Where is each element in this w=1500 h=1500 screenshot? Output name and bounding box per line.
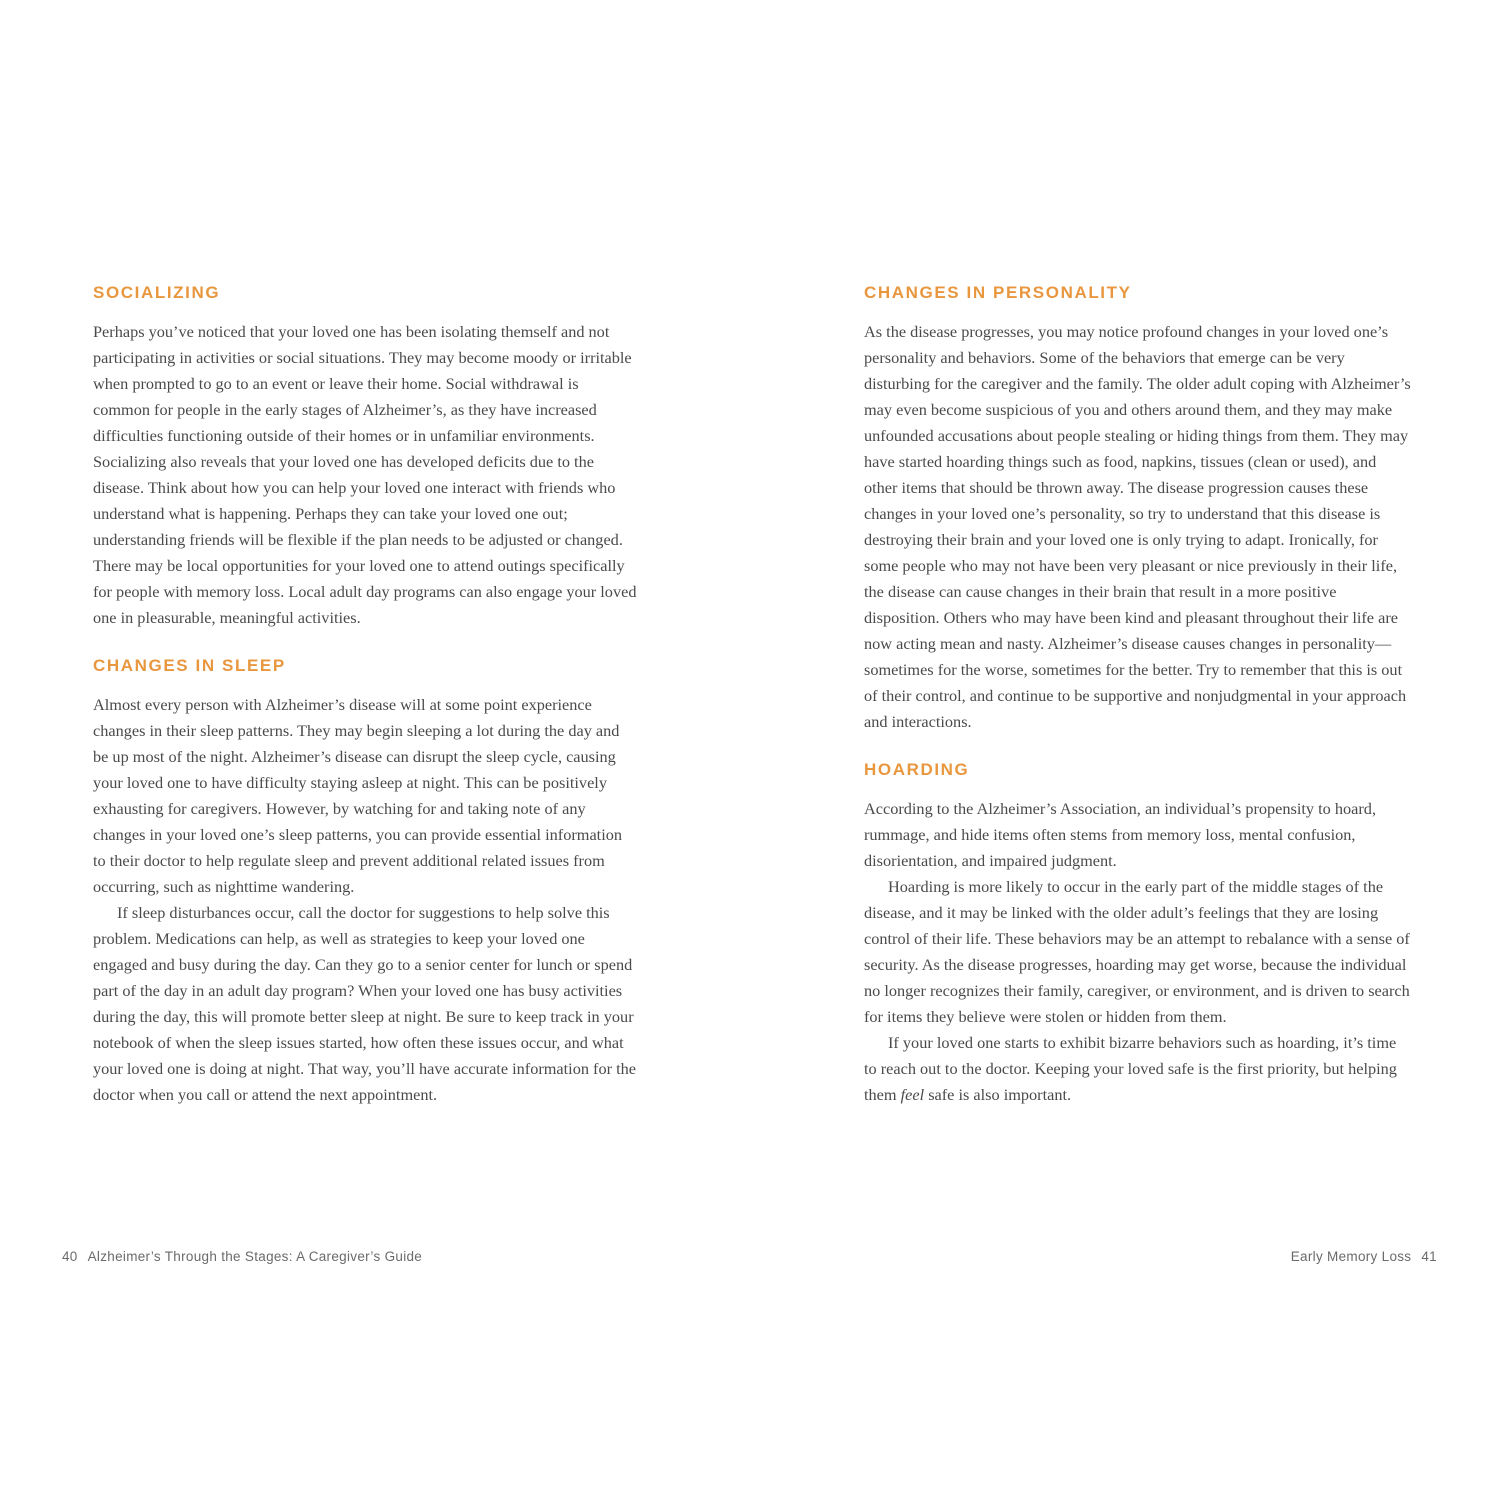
paragraph: According to the Alzheimer’s Association, an individual’s propensity to hoard, rummage, and hide items often stems from memory loss, mental confusion, disorientation, and impaired judgment. xyxy=(864,799,1377,870)
emphasized-word: feel xyxy=(900,1085,925,1104)
paragraph: As the disease progresses, you may notice profound changes in your loved one’s personality and behaviors. Some of the behaviors that emerge can be very disturbing for the caregiver and the family. The older adult coping with Alzheimer’s may even become suspicious of you and others around them, and they may make unfounded accusations about people stealing or hiding things from them. They may have started hoarding things such as food, napkins, tissues (clean or used), and other items that should be thrown away. The disease progression causes these changes in your loved one’s personality, so try to understand that this disease is destroying their brain and your loved one is only trying to adapt. Ironically, for some people who may not have been very pleasant or nice previously in their life, the disease can cause changes in their brain that result in a more positive disposition. Others who may have been kind and pleasant throughout their life are now acting mean and nasty. Alzheimer’s disease causes changes in personality—sometimes for the worse, sometimes for the better. Try to remember that this is out of their control, and continue to be supportive and nonjudgmental in your approach and interactions. xyxy=(864,322,1411,731)
section-heading: SOCIALIZING xyxy=(93,283,221,302)
section-body xyxy=(864,319,1412,735)
section-heading: CHANGES IN PERSONALITY xyxy=(864,283,1132,302)
paragraph: Perhaps you’ve noticed that your loved one has been isolating themself and not participating in activities or social situations. They may become moody or irritable when prompted to go to an event or leave their home. Social withdrawal is common for people in the early stages of Alzheimer’s, as they have increased difficulties functioning outside of their homes or in unfamiliar environments. Socializing also reveals that your loved one has developed deficits due to the disease. Think about how you can help your loved one interact with friends who understand what is happening. Perhaps they can take your loved one out; understanding friends will be flexible if the plan needs to be adjusted or changed. There may be local opportunities for your loved one to attend outings specifically for people with memory loss. Local adult day programs can also engage your loved one in pleasurable, meaningful activities. xyxy=(93,322,637,627)
right-page xyxy=(750,0,1500,1500)
left-folio xyxy=(62,1247,422,1267)
paragraph xyxy=(864,1030,1412,1108)
paragraph: If sleep disturbances occur, call the doctor for suggestions to help solve this problem. Medications can help, as well as strategies to keep your loved one engaged and busy during the day. Can they go to a senior center for lunch or spend part of the day in an adult day program? When your loved one has busy activities during the day, this will promote better sleep at night. Be sure to keep track in your notebook of when the sleep issues started, how often these issues occur, and what your loved one is doing at night. That way, you’ll have accurate information for the doctor when you call or attend the next appointment. xyxy=(93,903,637,1104)
section-changes-in-sleep xyxy=(93,654,638,1108)
paragraph-text: safe is also important. xyxy=(924,1085,1072,1104)
section-hoarding xyxy=(864,758,1412,1108)
section-changes-in-personality xyxy=(864,281,1412,735)
section-body xyxy=(93,692,638,1108)
section-socializing xyxy=(93,281,638,631)
paragraph-text: If your loved one starts to exhibit bizarre behaviors such as hoarding, it’s time to reach out to the doctor. Keeping your loved safe is the first priority, but helping them xyxy=(864,1033,1397,1104)
section-heading: HOARDING xyxy=(864,760,970,779)
paragraph: Hoarding is more likely to occur in the early part of the middle stages of the disease, and it may be linked with the older adult’s feelings that they are losing control of their life. These behaviors may be an attempt to rebalance with a sense of security. As the disease progresses, hoarding may get worse, because the individual no longer recognizes their family, caregiver, or environment, and is driven to search for items they believe were stolen or hidden from them. xyxy=(864,877,1410,1026)
section-heading: CHANGES IN SLEEP xyxy=(93,656,286,675)
section-body xyxy=(864,796,1412,1108)
left-text-column xyxy=(93,281,638,1108)
right-text-column xyxy=(864,281,1412,1108)
running-head: Alzheimer’s Through the Stages: A Caregiver’s Guide xyxy=(87,1249,423,1264)
right-folio xyxy=(1291,1247,1437,1267)
page-number: 41 xyxy=(1421,1249,1437,1264)
page-number: 40 xyxy=(62,1249,78,1264)
running-head: Early Memory Loss xyxy=(1290,1249,1412,1264)
section-body xyxy=(93,319,638,631)
paragraph: Almost every person with Alzheimer’s disease will at some point experience changes in their sleep patterns. They may begin sleeping a lot during the day and be up most of the night. Alzheimer’s disease can disrupt the sleep cycle, causing your loved one to have difficulty staying asleep at night. This can be positively exhausting for caregivers. However, by watching for and taking note of any changes in your loved one’s sleep patterns, you can provide essential information to their doctor to help regulate sleep and prevent additional related issues from occurring, such as nighttime wandering. xyxy=(93,695,622,896)
